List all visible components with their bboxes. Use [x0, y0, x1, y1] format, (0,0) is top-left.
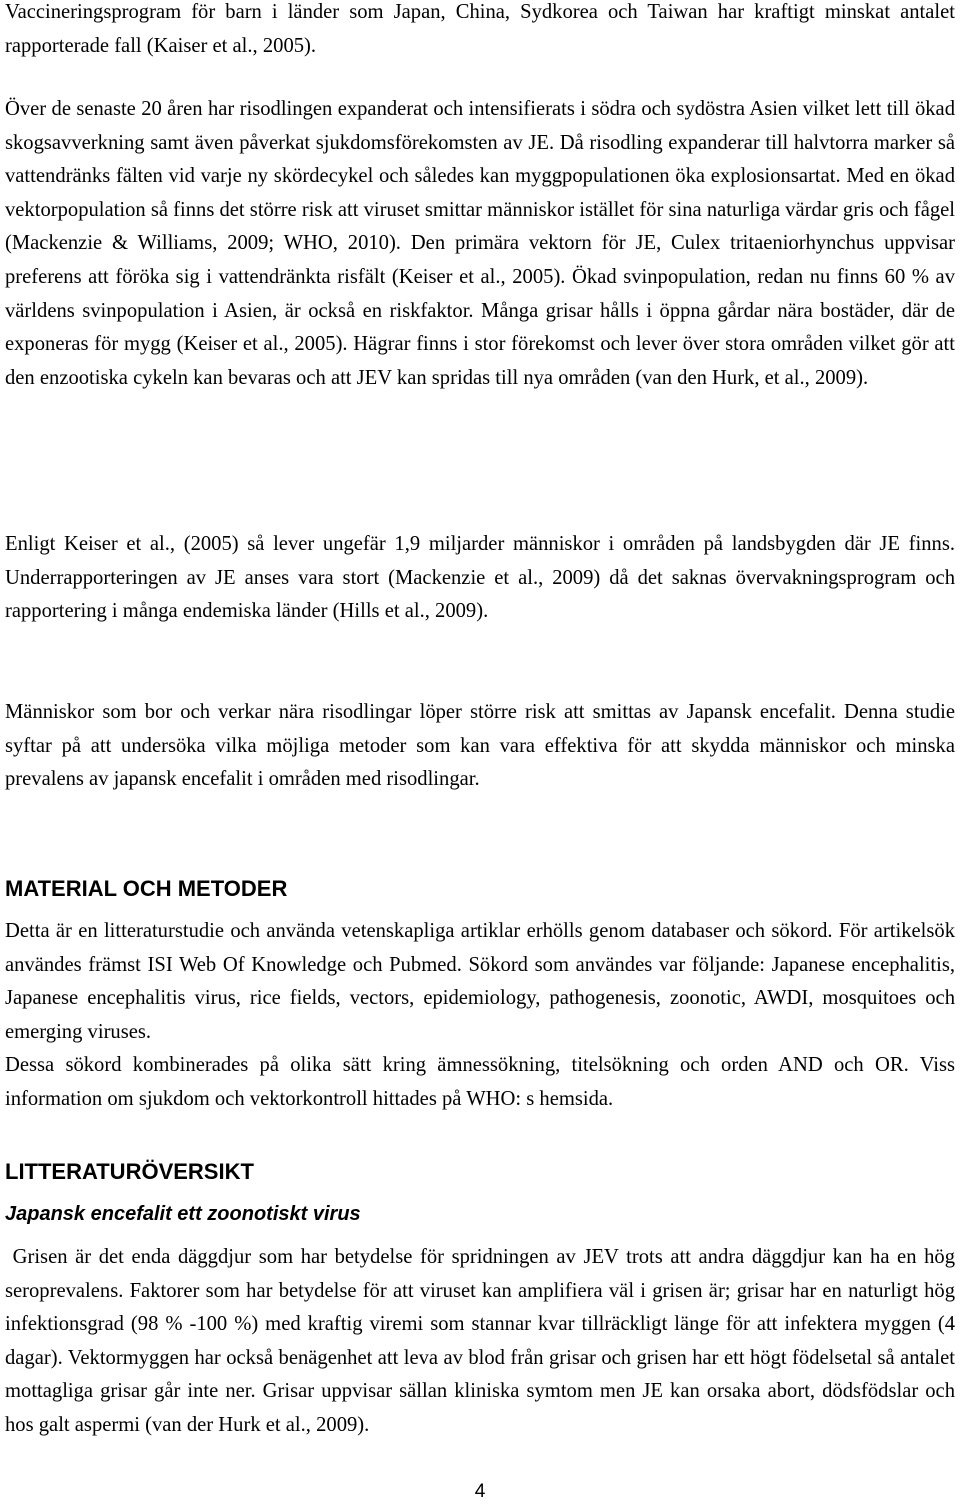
subsection-heading-zoonotic-virus: Japansk encefalit ett zoonotiskt virus — [5, 1203, 361, 1225]
methods-paragraph-databases: Detta är en litteraturstudie och använda vetenskapliga artiklar erhölls genom databaser och sökord. För artikelsök användes främst ISI Web Of Knowledge och Pubmed. Sökord som användes var följande: Japanese encephalitis, Japanese encephalitis virus, rice fields, vectors, epidemiology, pathogenesis, zoonotic, AWDI, mosquitoes och emerging viruses. — [5, 920, 955, 1043]
methods-paragraph-search-terms: Dessa sökord kombinerades på olika sätt kring ämnessökning, titelsökning och orden AND och OR. Viss information om sjukdom och vektorkontroll hittades på WHO: s hemsida. — [5, 1054, 955, 1110]
intro-paragraph-vaccination: Vaccineringsprogram för barn i länder som Japan, China, Sydkorea och Taiwan har kraftigt minskat antalet rapporterade fall (Kaiser et al., 2005). — [5, 1, 955, 57]
intro-paragraph-rural-exposure: Enligt Keiser et al., (2005) så lever ungefär 1,9 miljarder människor i områden på landsbygden där JE finns. Underrapporteringen av JE anses vara stort (Mackenzie et al., 2009) då det saknas övervakningsprogram och rapportering i många endemiska länder (Hills et al., 2009). — [5, 533, 955, 623]
intro-paragraph-study-aim: Människor som bor och verkar nära risodlingar löper större risk att smittas av Japansk encefalit. Denna studie syftar på att undersöka vilka möjliga metoder som kan vara effektiva för att skydda människor och minska prevalens av japansk encefalit i områden med risodlingar. — [5, 701, 955, 791]
page-number: 4 — [474, 1481, 486, 1502]
intro-paragraph-rice-cultivation: Över de senaste 20 åren har risodlingen expanderat och intensifierats i södra och sydöstra Asien vilket lett till ökad skogsavverkning samt även påverkat sjukdomsförekomsten av JE. Då risodling expanderar till halvtorra marker så vattendränks fälten vid varje ny skördecykel och således kan myggpopulationen öka explosionsartat. Med en ökad vektorpopulation så finns det större risk att viruset smittar människor istället för sina naturliga värdar gris och fågel (Mackenzie & Williams, 2009; WHO, 2010). Den primära vektorn för JE, Culex tritaeniorhynchus uppvisar preferens att föröka sig i vattendränkta risfält (Keiser et al., 2005). Ökad svinpopulation, redan nu finns 60 % av världens svinpopulation i Asien, är också en riskfaktor. Många grisar hålls i öppna gårdar nära bostäder, där de exponeras för mygg (Keiser et al., 2005). Hägrar finns i stor förekomst och lever över stora områden vilket gör att den enzootiska cykeln kan bevaras och att JEV kan spridas till nya områden (van den Hurk, et al., 2009). — [5, 98, 955, 389]
section-heading-methods: MATERIAL OCH METODER — [5, 876, 288, 901]
review-paragraph-pigs: Grisen är det enda däggdjur som har betydelse för spridningen av JEV trots att andra däggdjur kan ha en hög seroprevalens. Faktorer som har betydelse för att viruset kan amplifiera väl i grisen är; grisar har en naturligt hög infektionsgrad (98 % -100 %) med kraftig viremi som stannar kvar tillräckligt länge för att infektera myggen (4 dagar). Vektormyggen har också benägenhet att leva av blod från grisar och grisen har ett högt födelsetal så antalet mottagliga grisar går inte ner. Grisar uppvisar sällan kliniska symtom men JE kan orsaka abort, dödsfödslar och hos galt aspermi (van der Hurk et al., 2009). — [5, 1246, 960, 1436]
section-heading-literature-review: LITTERATURÖVERSIKT — [5, 1159, 254, 1184]
